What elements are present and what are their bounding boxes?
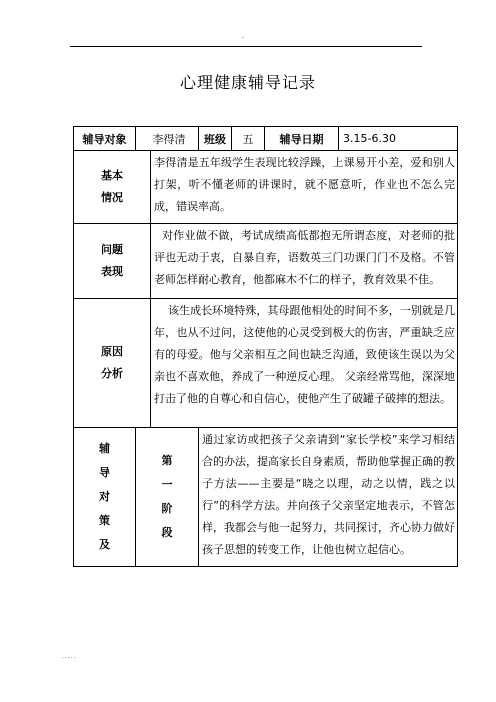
class-value: 五 bbox=[232, 127, 265, 151]
target-label: 辅导对象 bbox=[74, 127, 136, 151]
basic-info-text: 李得清是五年级学生表现比较浮躁，上课易开小差，爱和别人打架，听不懂老师的讲课时，就不愿意听，作业也不怎么完成，错误率高。 bbox=[154, 156, 455, 213]
section-label-line: 问题 bbox=[101, 243, 123, 256]
section-row-strategy bbox=[74, 428, 458, 567]
header-row bbox=[74, 127, 458, 151]
stage-label-char: 段 bbox=[161, 526, 173, 539]
strategy-label-char: 对 bbox=[99, 490, 110, 503]
stage-label-char: 阶 bbox=[161, 502, 173, 515]
section-text-causes bbox=[151, 299, 458, 428]
section-text-strategy bbox=[199, 428, 458, 567]
strategy-label-char: 辅 bbox=[99, 442, 110, 455]
section-row-causes bbox=[74, 299, 458, 428]
target-name: 李得清 bbox=[136, 127, 199, 151]
section-label-basic bbox=[74, 151, 151, 224]
problems-text: 对作业做不做，考试成绩高低都抱无所谓态度，对老师的批评也无动于衷，自暴自弃，语数英三门功课门门不及格。不管老师怎样耐心教育，他都麻木不仁的样子，教育效果不佳。 bbox=[154, 229, 455, 286]
section-row-problems bbox=[74, 224, 458, 299]
strategy-label-char: 及 bbox=[99, 538, 110, 551]
counseling-record-table bbox=[73, 126, 458, 567]
header-rule bbox=[70, 46, 422, 47]
section-label-problems bbox=[74, 224, 151, 299]
stage-label-char: 一 bbox=[161, 478, 173, 491]
section-label-causes bbox=[74, 299, 151, 428]
section-label-line: 原因 bbox=[101, 345, 123, 358]
section-label-line: 情况 bbox=[101, 191, 123, 204]
page-title: 心理健康辅导记录 bbox=[179, 73, 316, 92]
section-label-line: 分析 bbox=[101, 367, 123, 380]
section-label-line: 表现 bbox=[101, 265, 123, 278]
stage-label-char: 第 bbox=[161, 454, 173, 467]
strategy-outer-label bbox=[74, 428, 136, 567]
class-label: 班级 bbox=[199, 127, 232, 151]
section-label-line: 基本 bbox=[101, 169, 123, 182]
header-mark: - bbox=[242, 34, 245, 41]
causes-text: 该生成长环境特殊，其母跟他相处的时间不多，一别就是几年，也从不过问，这使他的心灵受到极大的伤害，严重缺乏应有的母爱。他与父亲相互之间也缺乏沟通，致使该生误以为父亲也不喜欢他，养成了一种逆反心理。 父亲经常骂他，深深地打击了他的自尊心和自信心，使他产生了破罐子破摔的想法。 bbox=[154, 304, 455, 405]
strategy-stage-label bbox=[136, 428, 199, 567]
strategy-label-char: 策 bbox=[99, 514, 110, 527]
date-value: 3.15-6.30 bbox=[339, 127, 458, 151]
section-text-basic bbox=[151, 151, 458, 224]
strategy-label-char: 导 bbox=[99, 466, 110, 479]
section-text-problems bbox=[151, 224, 458, 299]
strategy-text: 通过家访或把孩子父亲请到“家长学校”来学习相结合的办法，提高家长自身素质，帮助他掌握正确的教子方法——主要是“晓之以理，动之以情，践之以行”的科学方法。并向孩子父亲坚定地表示，不管怎样，我都会与他一起努力，共同探讨，齐心协力做好孩子思想的转变工作，让他也树立起信心。 bbox=[202, 433, 455, 556]
date-label: 辅导日期 bbox=[265, 127, 339, 151]
section-row-basic bbox=[74, 151, 458, 224]
footer-mark: ..... bbox=[62, 653, 77, 660]
